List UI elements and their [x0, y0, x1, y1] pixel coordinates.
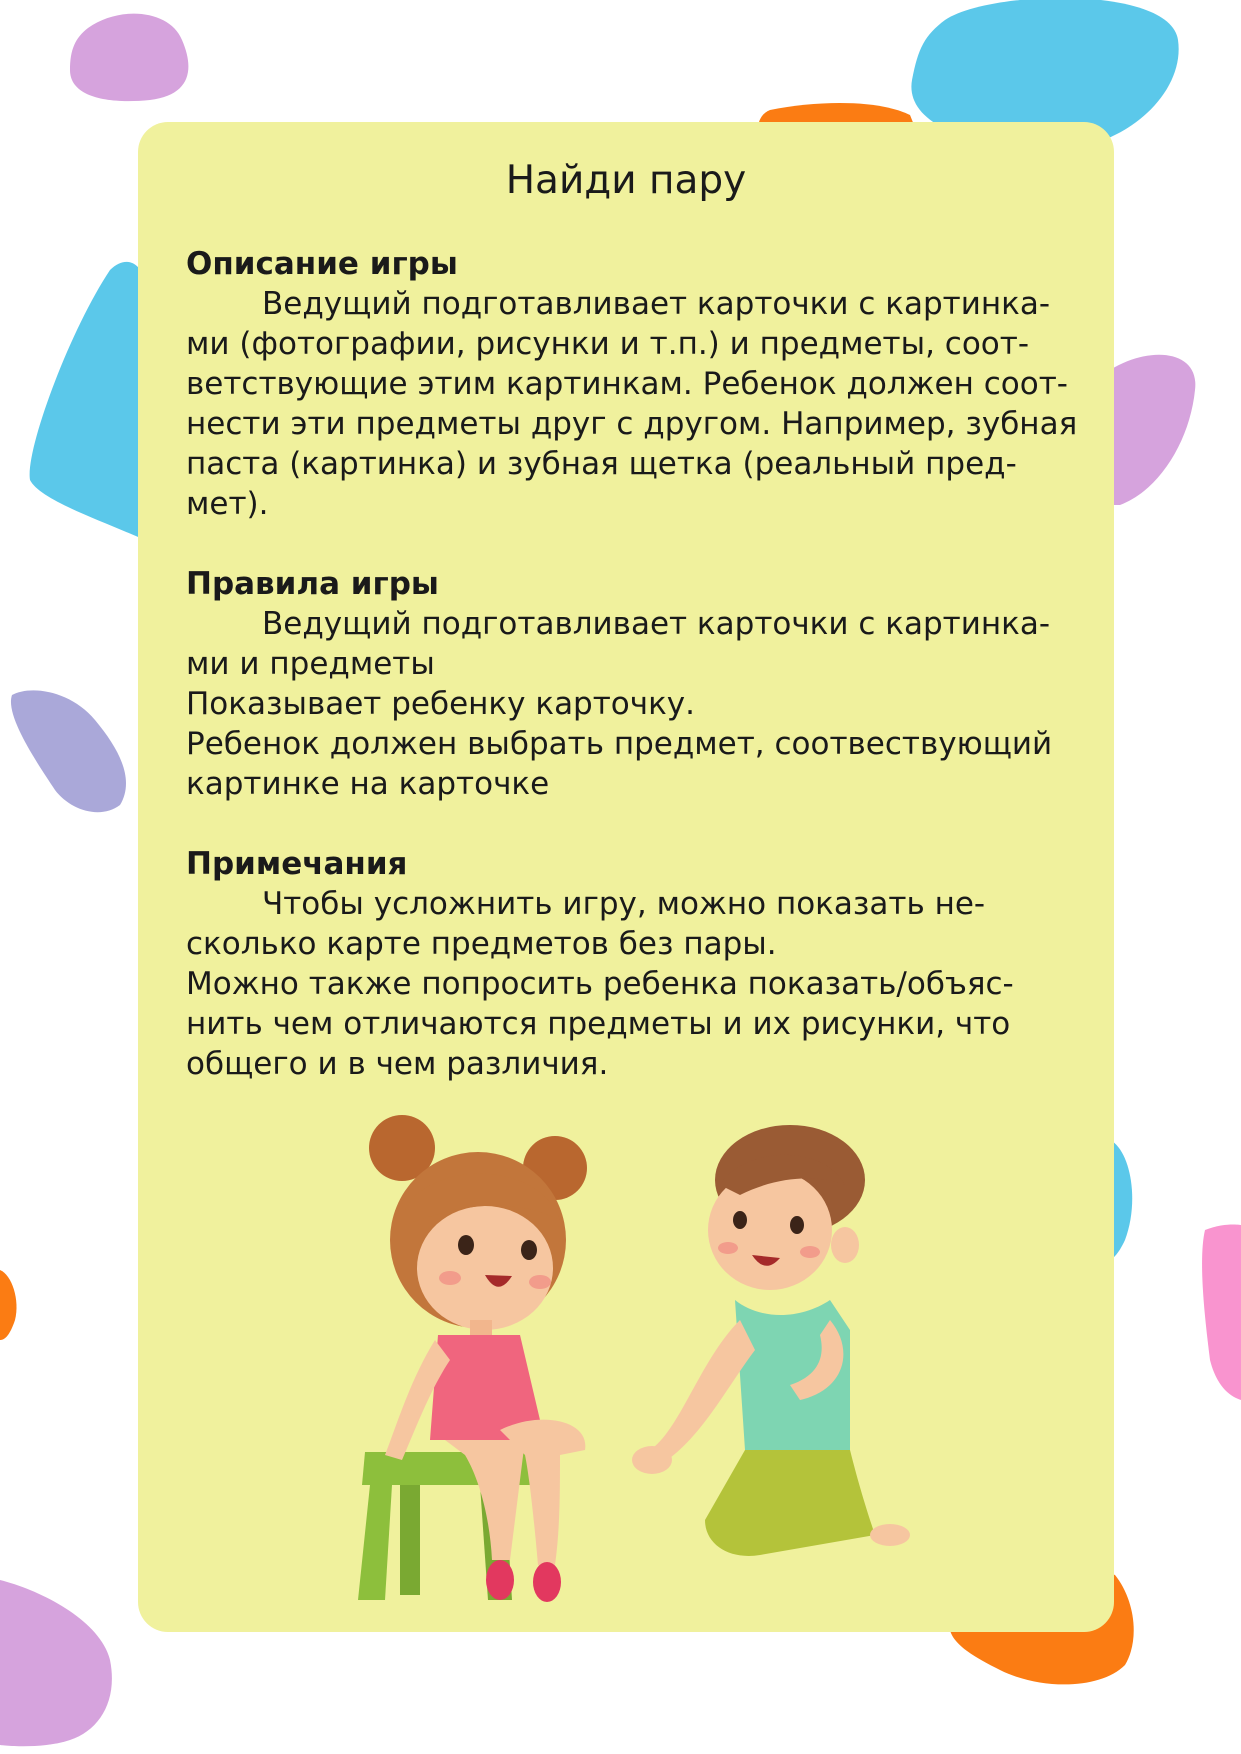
paragraph-line: ми и предметы [186, 646, 435, 682]
paragraph-line: Ведущий подготавливает карточки с картинка- [262, 606, 1051, 642]
paragraph-line: общего и в чем различия. [186, 1046, 609, 1082]
paragraph-line: нести эти предметы друг с другом. Например, зубная [186, 406, 1078, 442]
paragraph-line: Можно также попросить ребенка показать/объяс- [186, 966, 1014, 1002]
paragraph-line: Показывает ребенку карточку. [186, 686, 696, 722]
section-heading: Правила игры [186, 566, 439, 602]
paragraph-line: Ведущий подготавливает карточки с картинка- [262, 286, 1051, 322]
card-title: Найди пару [505, 158, 747, 203]
paragraph-line: Чтобы усложнить игру, можно показать не- [262, 886, 986, 922]
paragraph-line: паста (картинка) и зубная щетка (реальный пред- [186, 446, 1017, 482]
boy-illustration [632, 1125, 910, 1556]
section-heading: Примечания [186, 846, 408, 882]
paragraph-line: сколько карте предметов без пары. [186, 926, 777, 962]
paragraph-line: картинке на карточке [186, 766, 550, 802]
paragraph-line: ветствующие этим картинкам. Ребенок должен соот- [186, 366, 1068, 402]
paragraph-line: Ребенок должен выбрать предмет, соотвествующий [186, 726, 1053, 762]
paragraph-line: ми (фотографии, рисунки и т.п.) и предметы, соот- [186, 326, 1030, 362]
section-heading: Описание игры [186, 246, 458, 282]
paragraph-line: нить чем отличаются предметы и их рисунки, что [186, 1006, 1011, 1042]
paragraph-line: мет). [186, 486, 269, 522]
girl-illustration [358, 1115, 587, 1602]
